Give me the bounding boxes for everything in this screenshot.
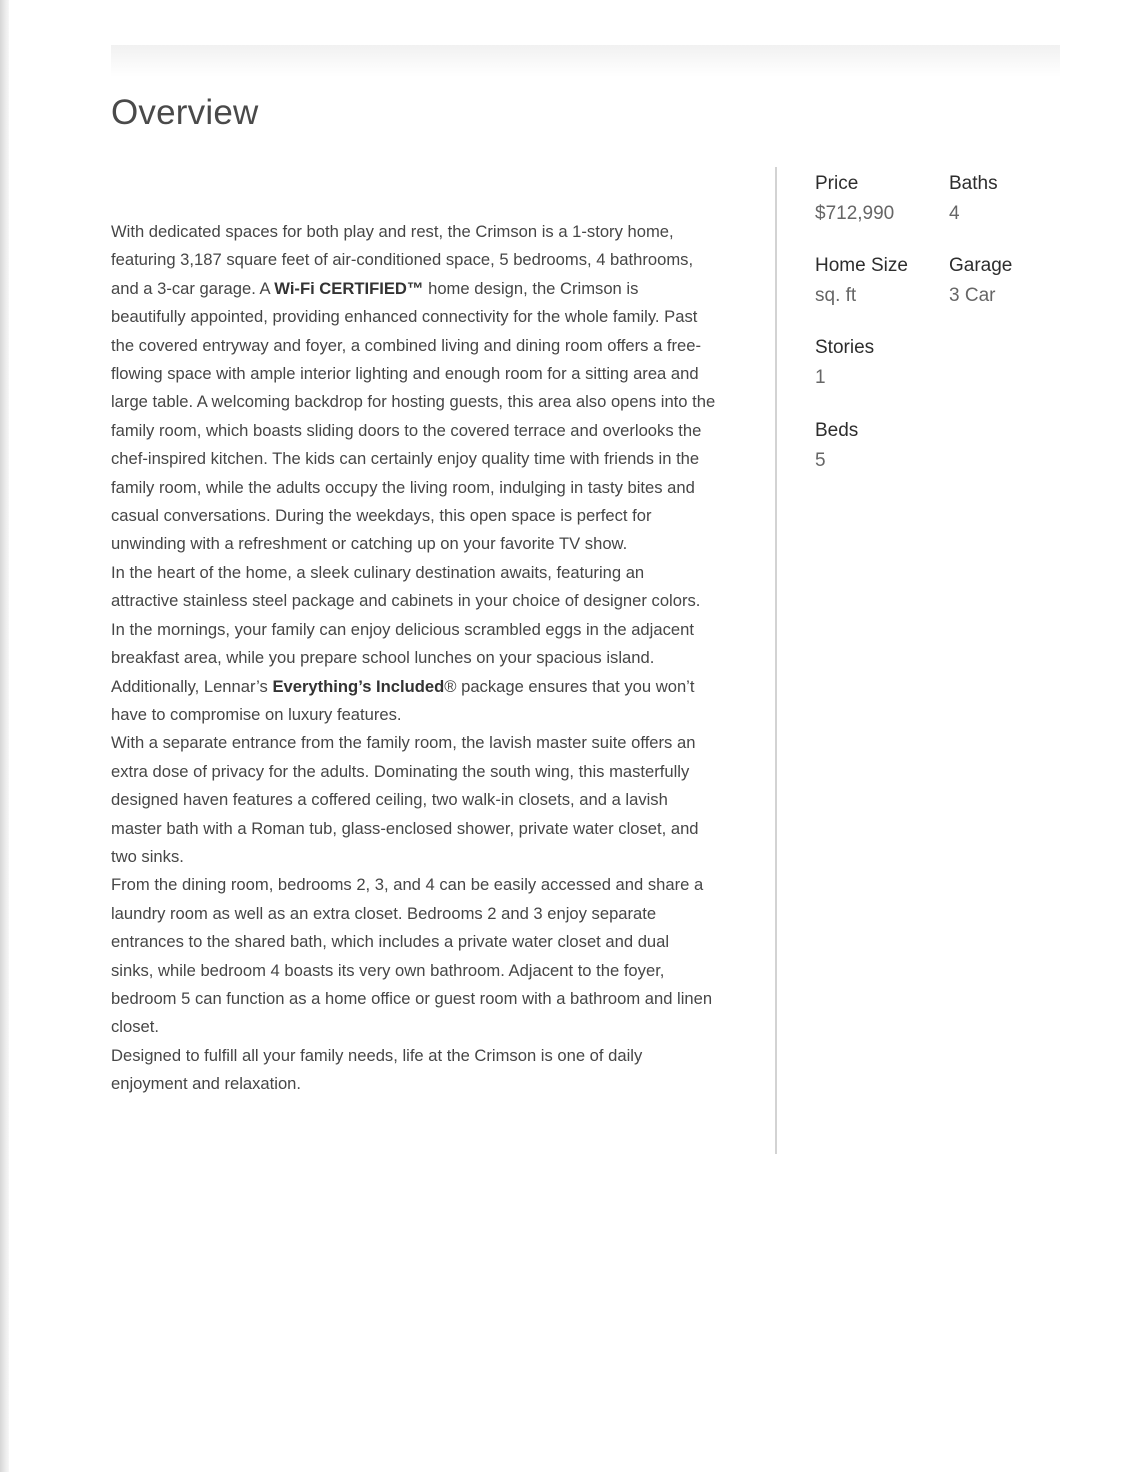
top-band [111,45,1060,77]
description-paragraph-5: Designed to fulfill all your family needs, life at the Crimson is one of daily enjoyment and relaxation. [111,1045,643,1094]
stat-beds-value: 5 [815,450,826,471]
stat-baths-value: 4 [949,203,960,224]
stat-garage-label: Garage [949,255,1013,276]
description-paragraph-3: With a separate entrance from the family room, the lavish master suite offers an extra dose of privacy for the adults. Dominating the south wing, this masterfully designed haven features a coffered ceiling, two walk-in closets, and a lavish master bath with a Roman tub, glass-enclosed shower, private water closet, and two sinks. [111,733,699,866]
stat-baths-label: Baths [949,173,998,194]
stat-home-size [815,253,908,309]
page-left-edge-shadow [0,0,9,1472]
stat-garage-value: 3 Car [949,285,996,306]
stat-home-size-label: Home Size [815,255,908,276]
everythings-included-text: Everything’s Included [272,676,445,696]
stat-stories [815,335,874,391]
wifi-certified-text: Wi-Fi CERTIFIED™ [274,278,424,298]
page-title: Overview [111,93,259,132]
stat-beds-label: Beds [815,420,859,441]
vertical-divider [775,167,777,1154]
description [111,218,716,1099]
stat-home-size-value: sq. ft [815,285,857,306]
stat-price-value: $712,990 [815,203,895,224]
description-paragraph-2: In the heart of the home, a sleek culinary destination awaits, featuring an attractive stainless steel package and cabinets in your choice of designer colors. In the mornings, your family can enjoy delicious scrambled eggs in the adjacent breakfast area, while you prepare school lunches on your spacious island. Additionally, Lennar’s Everything’s Included® package ensures that you won’t have to compromise on luxury features. [111,562,701,724]
stat-price-label: Price [815,173,859,194]
stat-garage [949,253,1012,309]
stat-beds [815,418,858,474]
description-paragraph-1: With dedicated spaces for both play and rest, the Crimson is a 1-story home, featuring 3,187 square feet of air-conditioned space, 5 bedrooms, 4 bathrooms, and a 3-car garage. A Wi-Fi CERTIFIED™ home design, the Crimson is beautifully appointed, providing enhanced connectivity for the whole family. Past the covered entryway and foyer, a combined living and dining room offers a free-flowing space with ample interior lighting and enough room for a sitting area and large table. A welcoming backdrop for hosting guests, this area also opens into the family room, which boasts sliding doors to the covered terrace and overlooks the chef-inspired kitchen. The kids can certainly enjoy quality time with friends in the family room, while the adults occupy the living room, indulging in tasty bites and casual conversations. During the weekdays, this open space is perfect for unwinding with a refreshment or catching up on your favorite TV show. [111,222,716,554]
stat-stories-label: Stories [815,337,875,358]
stat-baths [949,171,998,227]
stat-price [815,171,894,227]
description-paragraph-4: From the dining room, bedrooms 2, 3, and 4 can be easily accessed and share a laundry room as well as an extra closet. Bedrooms 2 and 3 enjoy separate entrances to the shared bath, which includes a private water closet and dual sinks, while bedroom 4 boasts its very own bathroom. Adjacent to the foyer, bedroom 5 can function as a home office or guest room with a bathroom and linen closet. [111,875,713,1037]
stat-stories-value: 1 [815,367,826,388]
